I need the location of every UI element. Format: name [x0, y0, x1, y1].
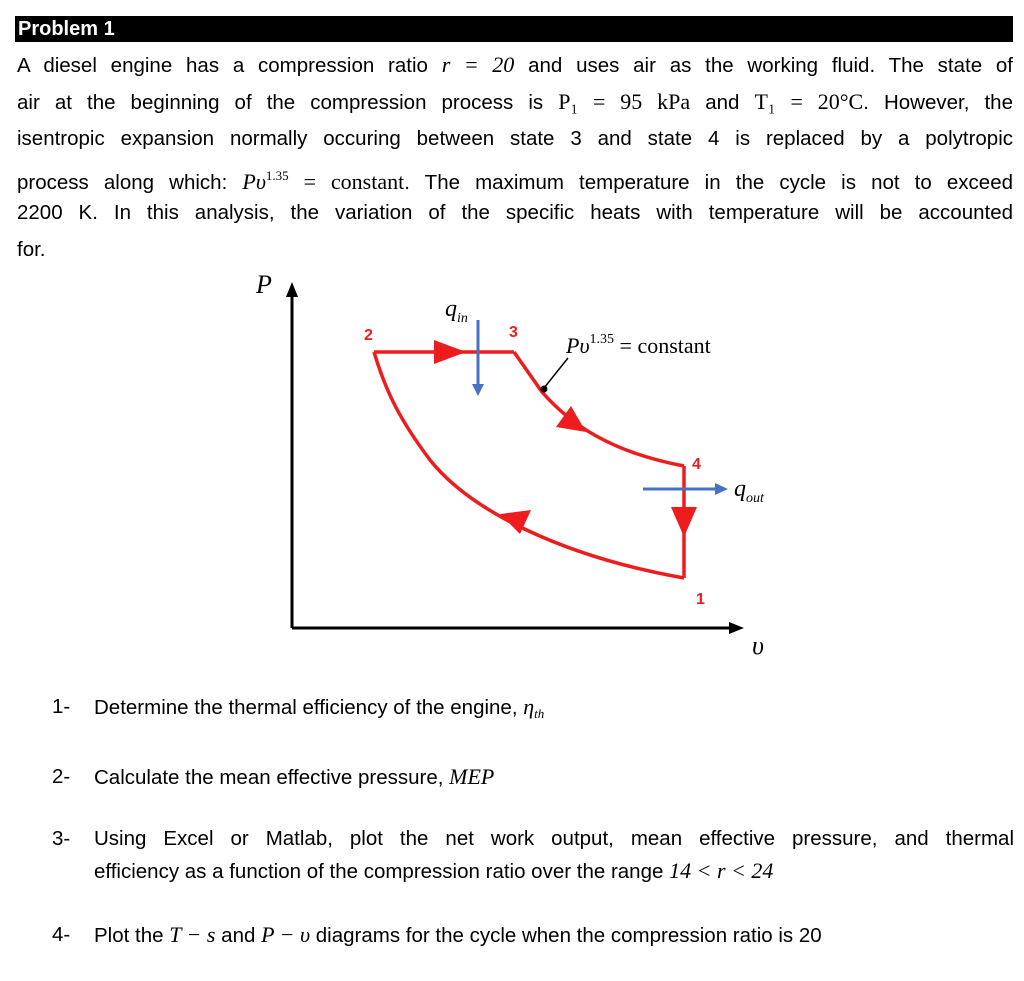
statement-line-1: A diesel engine has a compression ratio r = 20 and uses air as the working fluid. The state of: [17, 52, 1013, 77]
p-axis-label: P: [256, 270, 272, 299]
statement-line-2: air at the beginning of the compression process is P₁ = 95 kPa and T₁ = 20°C. However, the: [17, 89, 1013, 114]
compression-ratio-eq: r = 20: [441, 52, 515, 77]
state-1-label: 1: [696, 591, 705, 608]
statement-line-3: isentropic expansion normally occuring between state 3 and state 4 is replaced by a polytropic: [17, 127, 1013, 150]
p1-eq: P₁ = 95 kPa: [558, 89, 691, 114]
p-axis-arrowhead: [286, 282, 298, 297]
ts-symbol: T − s: [169, 922, 216, 947]
process-1-2: [374, 352, 684, 578]
v-axis-label: υ: [752, 631, 764, 660]
eta-symbol: η: [523, 694, 535, 719]
polytropic-label: $P\upsilon^{1.35}$ = constant: [566, 332, 711, 358]
polytropic-leader-dot: [541, 386, 548, 393]
state-2-label: 2: [364, 327, 373, 344]
problem-title: Problem 1: [15, 16, 1013, 42]
question-1: 1- Determine the thermal efficiency of the engine, $\eta_{th}$: [52, 694, 545, 721]
q-out-label: $q_{out}$: [734, 476, 764, 506]
arrow-2-3: [434, 340, 466, 364]
polytropic-expr: Pυ: [242, 169, 266, 194]
t1-eq: T₁ = 20°C: [754, 89, 864, 114]
q-in-label: $q_{in}$: [445, 296, 468, 326]
statement-line-4: process along which: $P\upsilon^{1.35}$ = constant. The maximum temperature in the cycle is not to exceed: [17, 168, 1013, 194]
q-out-arrowhead: [715, 483, 728, 495]
state-3-label: 3: [509, 324, 518, 341]
state-4-label: 4: [692, 456, 701, 473]
question-3: 3- Using Excel or Matlab, plot the net work output, mean effective pressure, and thermal efficiency as a function of the compression ratio over the range 14 < r < 24: [52, 827, 1014, 883]
mep-symbol: MEP: [449, 764, 495, 789]
q-in-arrowhead: [472, 384, 484, 396]
compression-ratio-range: 14 < r < 24: [669, 858, 774, 883]
question-2: 2- Calculate the mean effective pressure, MEP: [52, 764, 495, 789]
statement-line-5: 2200 K. In this analysis, the variation of the specific heats with temperature will be accounted: [17, 201, 1013, 224]
question-4: 4- Plot the T − s and P − υ diagrams for the cycle when the compression ratio is 20: [52, 922, 822, 947]
arrow-4-1: [671, 507, 697, 537]
statement-line-6: for.: [17, 238, 46, 261]
v-axis-arrowhead: [729, 622, 744, 634]
polytropic-leader-line: [544, 358, 568, 388]
process-3-4-polytropic: [514, 352, 684, 466]
pv-symbol: P − υ: [261, 922, 311, 947]
